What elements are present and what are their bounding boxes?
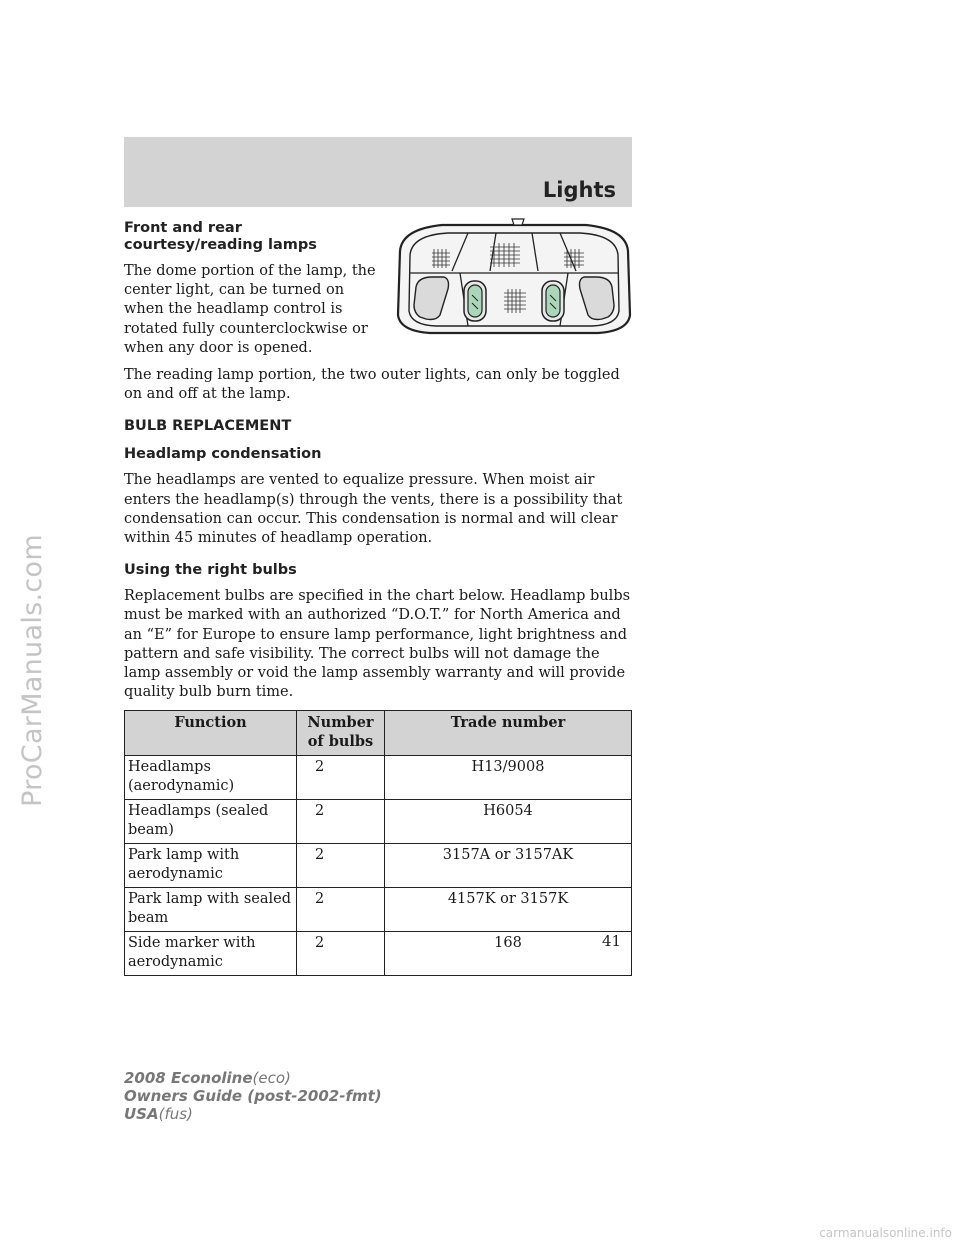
bulb-count-cell: 2	[297, 800, 385, 844]
function-cell: Park lamp with aerodynamic	[125, 844, 297, 888]
footer-model-code: (eco)	[252, 1069, 291, 1087]
trade-number-cell: H6054	[385, 800, 632, 844]
header-number-of-bulbs: Number of bulbs	[297, 711, 385, 756]
table-row	[125, 844, 632, 888]
section-header	[124, 137, 632, 207]
function-cell: Side marker with aerodynamic	[125, 932, 297, 976]
bulb-replacement-heading: BULB REPLACEMENT	[124, 418, 292, 435]
side-watermark	[4, 500, 60, 840]
table-row	[125, 932, 632, 976]
trade-number-cell: 4157K or 3157K	[385, 888, 632, 932]
footer-model: 2008 Econoline	[124, 1069, 253, 1087]
function-cell: Headlamps (aerodynamic)	[125, 756, 297, 800]
footer-guide: Owners Guide (post-2002-fmt)	[124, 1087, 382, 1105]
table-row	[125, 756, 632, 800]
bulb-count-cell: 2	[297, 932, 385, 976]
table-header-row	[125, 711, 632, 756]
page-content	[124, 220, 632, 976]
page-number: 41	[602, 932, 622, 950]
right-bulbs-paragraph: Replacement bulbs are specified in the chart below. Headlamp bulbs must be marked with an authorized “D.O.T.” for North America and an “E” for Europe to ensure lamp performance, light brightness and pattern and safe visibility. The correct bulbs will not damage the lamp assembly or void the lamp assembly warranty and will provide quality bulb burn time.	[124, 588, 631, 701]
watermark-text: ProCarManuals.com	[16, 533, 48, 807]
courtesy-lamps-heading: Front and rear courtesy/reading lamps	[124, 220, 317, 253]
document-footer	[124, 1069, 382, 1123]
table-row	[125, 800, 632, 844]
table-row	[125, 888, 632, 932]
bulb-count-cell: 2	[297, 844, 385, 888]
right-bulbs-heading: Using the right bulbs	[124, 562, 297, 579]
bulb-count-cell: 2	[297, 756, 385, 800]
trade-number-cell: 3157A or 3157AK	[385, 844, 632, 888]
overhead-lamp-illustration	[392, 215, 636, 337]
footer-market: USA	[124, 1105, 159, 1123]
courtesy-paragraph-2: The reading lamp portion, the two outer lights, can only be toggled on and off at the lamp.	[124, 367, 620, 403]
header-function: Function	[125, 711, 297, 756]
function-cell: Headlamps (sealed beam)	[125, 800, 297, 844]
courtesy-paragraph-1: The dome portion of the lamp, the center light, can be turned on when the headlamp control is rotated fully counterclockwise or when any door is opened.	[124, 263, 376, 356]
footer-market-code: (fus)	[158, 1105, 193, 1123]
function-cell: Park lamp with sealed beam	[125, 888, 297, 932]
header-trade-number: Trade number	[385, 711, 632, 756]
condensation-paragraph: The headlamps are vented to equalize pressure. When moist air enters the headlamp(s) through the vents, there is a possibility that condensation can occur. This condensation is normal and will clear within 45 minutes of headlamp operation.	[124, 472, 623, 547]
condensation-heading: Headlamp condensation	[124, 446, 322, 463]
section-title: Lights	[542, 178, 616, 202]
trade-number-cell: H13/9008	[385, 756, 632, 800]
bulb-table	[124, 710, 632, 976]
bulb-count-cell: 2	[297, 888, 385, 932]
site-watermark: carmanualsonline.info	[819, 1226, 952, 1240]
trade-number-cell: 168	[385, 932, 632, 976]
